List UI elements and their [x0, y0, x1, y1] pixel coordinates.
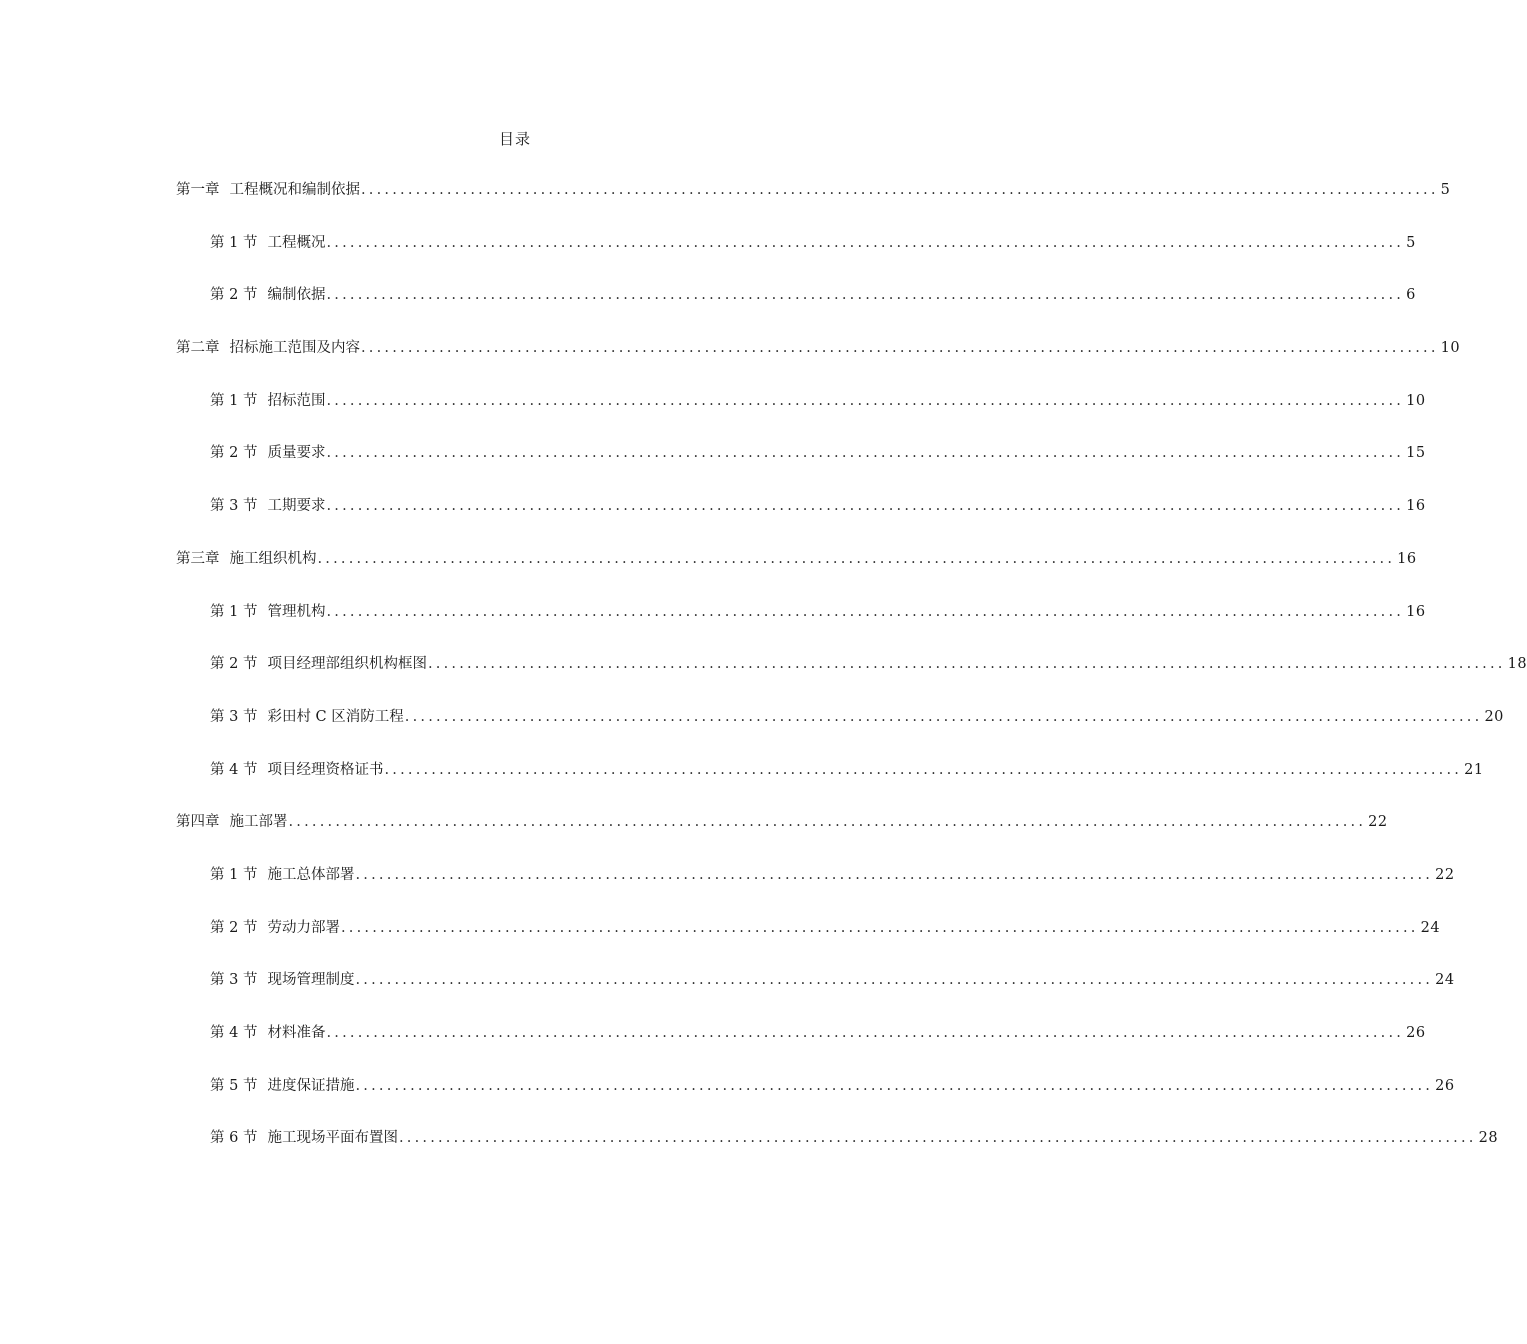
toc-entry-number: 第 2 节	[210, 919, 258, 936]
toc-entry-text: 施工部署	[229, 814, 288, 831]
toc-entry-number: 第 4 节	[210, 761, 258, 778]
toc-page-number: 5	[1406, 234, 1416, 251]
toc-entry-line	[176, 334, 1461, 362]
toc-entry-line	[210, 387, 1426, 415]
toc-entry-text: 编制依据	[267, 287, 326, 304]
toc-page-number: 24	[1420, 919, 1441, 936]
toc-entry-text: 彩田村 C 区消防工程	[267, 708, 404, 725]
toc-dot-leader: ..........................................................................................................................................	[326, 392, 1405, 409]
toc-entry-number: 第 5 节	[210, 1077, 258, 1094]
toc-page-number: 18	[1507, 656, 1527, 673]
toc-entry-number: 第 3 节	[210, 972, 258, 989]
toc-entry-text: 施工现场平面布置图	[267, 1130, 398, 1147]
toc-page-number: 16	[1397, 550, 1417, 567]
toc-title: 目录	[498, 130, 531, 148]
toc-entry-text: 招标施工范围及内容	[229, 340, 360, 357]
toc-page-number: 16	[1406, 498, 1426, 515]
toc-dot-leader: ..........................................................................................................................................	[326, 445, 1405, 462]
toc-entry-number: 第 1 节	[210, 392, 258, 409]
toc-section-entry[interactable]	[0, 756, 1484, 809]
toc-page-number: 5	[1440, 182, 1451, 198]
toc-entry-text: 质量要求	[267, 445, 326, 462]
toc-page-number: 6	[1406, 287, 1416, 304]
toc-dot-leader: ..........................................................................................................................................	[398, 1130, 1477, 1147]
toc-entry-number: 第三章	[176, 550, 220, 567]
toc-dot-leader: ..........................................................................................................................................	[427, 656, 1506, 673]
toc-dot-leader: ..........................................................................................................................................	[404, 708, 1483, 725]
toc-dot-leader: ..........................................................................................................................................	[317, 550, 1396, 567]
toc-entry-text: 施工总体部署	[267, 866, 355, 883]
toc-chapter-entry[interactable]	[0, 545, 1417, 598]
toc-section-entry[interactable]	[0, 281, 1416, 334]
toc-dot-leader: ..........................................................................................................................................	[326, 1025, 1405, 1041]
toc-entry-text: 现场管理制度	[267, 972, 355, 989]
toc-dot-leader: ..........................................................................................................................................	[361, 182, 1439, 198]
toc-dot-leader: ..........................................................................................................................................	[326, 603, 1405, 620]
toc-section-entry[interactable]	[0, 861, 1455, 914]
toc-dot-leader: ..........................................................................................................................................	[326, 234, 1405, 251]
toc-entry-text: 项目经理部组织机构框图	[267, 656, 427, 673]
toc-dot-leader: ..........................................................................................................................................	[355, 972, 1434, 989]
toc-entry-line	[210, 492, 1426, 520]
toc-dot-leader: ..........................................................................................................................................	[384, 761, 1463, 778]
toc-dot-leader: ..........................................................................................................................................	[326, 498, 1405, 515]
toc-entry-number: 第 2 节	[210, 656, 258, 673]
toc-section-entry[interactable]	[0, 439, 1426, 492]
toc-entry-number: 第 2 节	[210, 445, 258, 462]
toc-page-number: 10	[1440, 340, 1461, 357]
toc-entry-text: 工程概况	[267, 234, 326, 251]
toc-page-number: 10	[1406, 392, 1426, 409]
toc-dot-leader: ..........................................................................................................................................	[326, 287, 1405, 304]
toc-entry-line	[210, 703, 1504, 731]
toc-entry-number: 第 1 节	[210, 866, 258, 883]
toc-entry-number: 第一章	[176, 182, 220, 198]
toc-section-entry[interactable]	[0, 492, 1426, 545]
toc-entry-text: 施工组织机构	[229, 550, 317, 567]
toc-entry-line	[210, 966, 1455, 994]
toc-entry-text: 管理机构	[267, 603, 326, 620]
toc-dot-leader: ..........................................................................................................................................	[355, 866, 1434, 883]
toc-section-entry[interactable]	[0, 387, 1426, 440]
toc-entry-text: 劳动力部署	[267, 919, 340, 936]
toc-dot-leader: ..........................................................................................................................................	[361, 340, 1439, 357]
toc-chapter-entry[interactable]	[0, 808, 1388, 861]
toc-entry-line	[210, 861, 1455, 889]
toc-entry-text: 材料准备	[267, 1025, 326, 1041]
toc-chapter-entry[interactable]	[0, 176, 1451, 229]
toc-entry-line	[210, 1019, 1426, 1047]
toc-entry-line	[210, 1072, 1455, 1100]
toc-page-number: 22	[1368, 814, 1388, 831]
toc-section-entry[interactable]	[0, 1072, 1455, 1125]
toc-entry-number: 第 1 节	[210, 234, 258, 251]
toc-entry-line	[210, 281, 1416, 309]
toc-page-number: 26	[1435, 1077, 1455, 1094]
toc-section-entry[interactable]	[0, 229, 1416, 282]
toc-entry-line	[210, 650, 1527, 678]
toc-dot-leader: ..........................................................................................................................................	[340, 919, 1419, 936]
toc-entry-number: 第 1 节	[210, 603, 258, 620]
toc-section-entry[interactable]	[0, 703, 1504, 756]
toc-entry-text: 招标范围	[267, 392, 326, 409]
toc-entry-line	[176, 176, 1451, 204]
toc-chapter-entry[interactable]	[0, 334, 1461, 387]
toc-entry-text: 进度保证措施	[267, 1077, 355, 1094]
toc-page-number: 15	[1406, 445, 1426, 462]
toc-section-entry[interactable]	[0, 914, 1441, 967]
toc-entry-text: 工期要求	[267, 498, 326, 515]
toc-entry-number: 第四章	[176, 814, 220, 831]
toc-entry-text: 项目经理资格证书	[267, 761, 384, 778]
toc-section-entry[interactable]	[0, 966, 1455, 1019]
toc-page-number: 16	[1406, 603, 1426, 620]
toc-section-entry[interactable]	[0, 650, 1527, 703]
toc-entry-number: 第 3 节	[210, 708, 258, 725]
toc-entry-line	[210, 229, 1416, 257]
toc-page-number: 21	[1464, 761, 1484, 778]
toc-page-number: 20	[1484, 708, 1504, 725]
toc-section-entry[interactable]	[0, 598, 1426, 651]
toc-entry-number: 第 6 节	[210, 1130, 258, 1147]
toc-section-entry[interactable]	[0, 1019, 1426, 1072]
toc-page-number: 24	[1435, 972, 1455, 989]
toc-dot-leader: ..........................................................................................................................................	[288, 814, 1367, 831]
toc-entry-number: 第 3 节	[210, 498, 258, 515]
toc-entry-number: 第 2 节	[210, 287, 258, 304]
toc-entry-line	[176, 545, 1417, 573]
toc-entry-line	[210, 439, 1426, 467]
toc-entry-line	[210, 756, 1484, 784]
toc-entry-line	[176, 808, 1388, 836]
toc-dot-leader: ..........................................................................................................................................	[355, 1077, 1434, 1094]
toc-entry-number: 第 4 节	[210, 1025, 258, 1041]
table-of-contents	[0, 176, 1527, 1177]
toc-section-entry[interactable]	[0, 1124, 1499, 1177]
toc-entry-line	[210, 598, 1426, 626]
toc-page-number: 22	[1435, 866, 1455, 883]
toc-entry-line	[210, 1124, 1499, 1152]
toc-page-number: 28	[1478, 1130, 1499, 1147]
toc-entry-text: 工程概况和编制依据	[229, 182, 360, 198]
toc-entry-number: 第二章	[176, 340, 220, 357]
toc-page-number: 26	[1406, 1025, 1426, 1041]
toc-entry-line	[210, 914, 1441, 942]
